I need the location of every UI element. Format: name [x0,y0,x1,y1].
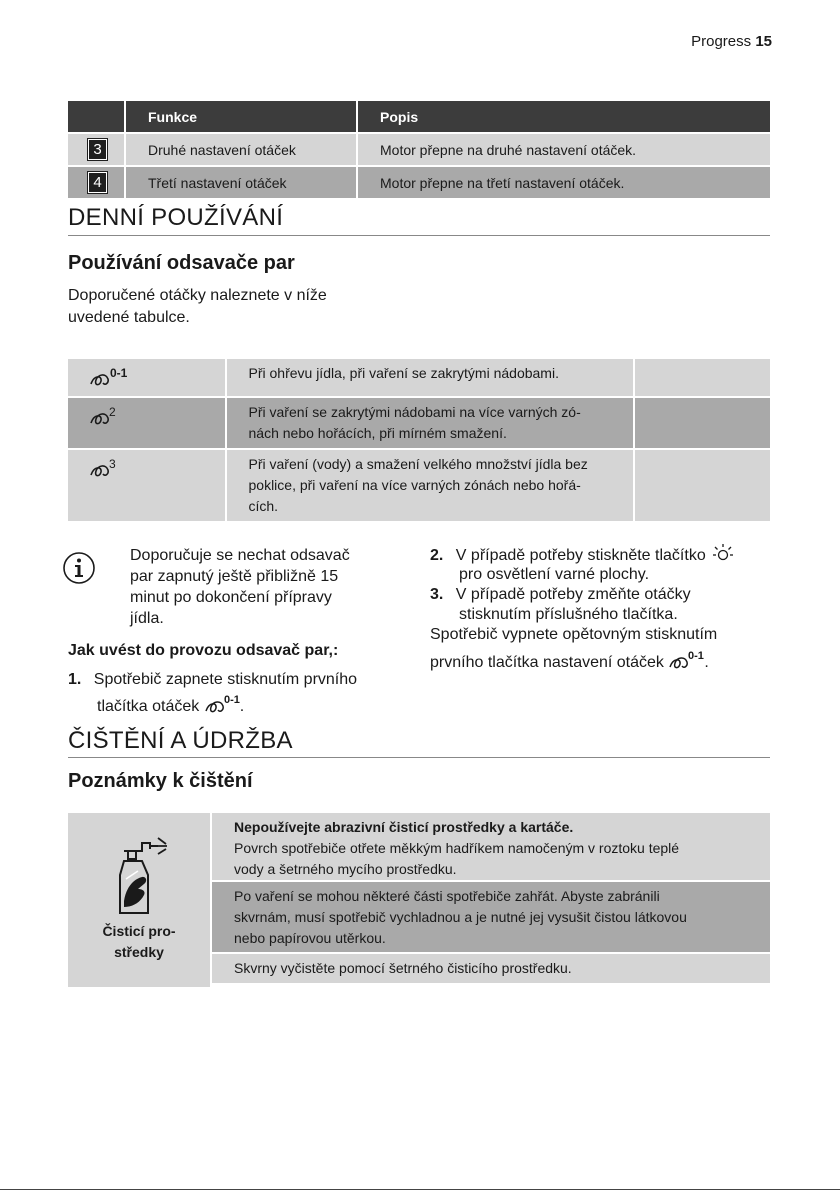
info-note-line: jídla. [130,610,164,627]
intro-line: uvedené tabulce. [68,309,190,326]
subsection-title-cleaning-notes: Poznámky k čištění [68,770,253,792]
function-cell: Třetí nastavení otáček [125,166,357,198]
svg-text:3: 3 [109,457,116,471]
light-bulb-icon [712,543,734,570]
svg-text:0-1: 0-1 [223,694,240,706]
cleaning-table [68,813,770,987]
step-text: V případě potřeby stiskněte tlačítko [455,547,706,564]
info-icon [62,551,96,585]
label-line: Čisticí pro- [102,923,176,939]
table-row [68,133,770,166]
cleaning-note-row [212,813,770,880]
speed-description-line: Při vaření (vody) a smažení velkého množství jídla bez [248,456,588,472]
cleaning-warning: Nepoužívejte abrazivní čisticí prostředky a kartáče. [234,819,574,835]
cleaning-label-cell [68,813,210,987]
speed-description [226,397,634,449]
table-row [68,397,770,449]
page-number: 15 [755,33,772,50]
cleaning-notes [212,813,770,983]
step-1-cont: tlačítka otáček 0-1 . [97,693,244,722]
table-row [68,166,770,198]
col-header-description: Popis [357,101,770,133]
speed-description [226,449,634,521]
intro-paragraph [68,285,327,329]
function-table-header [68,101,770,133]
steps-heading: Jak uvést do provozu odsavač par,: [68,642,339,659]
description-cell: Motor přepne na druhé nastavení otáček. [357,133,770,166]
step-text: tlačítka otáček [97,698,200,715]
step-number: 2. [430,547,444,564]
speed-description [226,359,634,397]
section-title-cleaning: ČIŠTĚNÍ A ÚDRŽBA [68,727,293,754]
step-1 [68,669,357,691]
info-note-line: Doporučuje se nechat odsavač [130,547,350,564]
fan-speed-0-1-icon [204,693,240,722]
cleaning-note-line: vody a šetrného mycího prostředku. [234,861,457,877]
cleaning-note-row [212,880,770,954]
step-3-cont: stisknutím příslušného tlačítka. [459,606,678,623]
svg-text:2: 2 [109,405,116,419]
speed-description-line: poklice, při vaření na více varných zónách nebo hořá- [248,477,581,493]
svg-text:0-1: 0-1 [110,366,128,380]
step-text: prvního tlačítka nastavení otáček [430,654,664,671]
step-text: V případě potřeby změňte otáčky [455,586,691,603]
step-number: 3. [430,586,444,603]
cleaning-note-row [212,954,770,983]
step-2-cont: pro osvětlení varné plochy. [459,566,650,583]
speed-description-line: nách nebo hořácích, při mírném smažení. [248,425,507,441]
subsection-title-hood-use: Používání odsavače par [68,252,295,274]
info-note-line: minut po dokončení přípravy [130,589,332,606]
page-header [691,33,772,50]
svg-text:0-1: 0-1 [688,650,705,662]
cleaning-note-line: nebo papírovou utěrkou. [234,930,386,946]
cleaning-note-line: Po vaření se mohou některé části spotřebiče zahřát. Abyste zabránili [234,888,660,904]
speed-description-line: cích. [248,498,279,514]
cleaning-note-line: Skvrny vyčistěte pomocí šetrného čisticího prostředku. [234,960,572,976]
table-row [68,359,770,397]
col-header-function: Funkce [125,101,357,133]
fan-speed-0-1-icon [668,649,704,678]
speed-description-line: Při ohřevu jídla, při vaření se zakrytými nádobami. [248,365,559,381]
function-cell: Druhé nastavení otáček [125,133,357,166]
brand-name: Progress [691,33,752,50]
fan-speed-2-icon [88,404,130,434]
cleaning-note-line: skvrnám, musí spotřebič vychladnou a je nutné jej vysušit čistou látkovou [234,909,687,925]
label-line: středky [114,944,164,960]
intro-line: Doporučené otáčky naleznete v níže [68,287,327,304]
page-bottom-border [0,1189,840,1190]
step-number: 1. [68,671,82,688]
cleaning-agents-label [68,921,210,963]
fan-speed-3-icon [88,456,130,486]
section-title-daily-use: DENNÍ POUŽÍVÁNÍ [68,204,284,231]
description-cell: Motor přepne na třetí nastavení otáček. [357,166,770,198]
info-note-text [130,545,350,629]
switch-off-text-cont: prvního tlačítka nastavení otáček 0-1 . [430,649,709,678]
table-row [68,449,770,521]
section-divider [68,757,770,758]
spray-bottle-icon [112,835,172,924]
speed-description-line: Při vaření se zakrytými nádobami na více varných zó- [248,404,581,420]
col-header-num [68,101,125,133]
step-text: Spotřebič zapnete stisknutím prvního [93,671,358,688]
fan-speed-table [68,359,770,521]
step-3 [430,584,691,606]
row-number-badge: 4 [88,172,107,193]
function-table [68,101,770,198]
row-number-badge: 3 [88,139,107,160]
fan-speed-0-1-icon [88,365,130,395]
section-divider [68,235,770,236]
switch-off-text: Spotřebič vypnete opětovným stisknutím [430,626,718,643]
info-note-line: par zapnutý ještě přibližně 15 [130,568,339,585]
cleaning-note-line: Povrch spotřebiče otřete měkkým hadříkem namočeným v roztoku teplé [234,840,680,856]
